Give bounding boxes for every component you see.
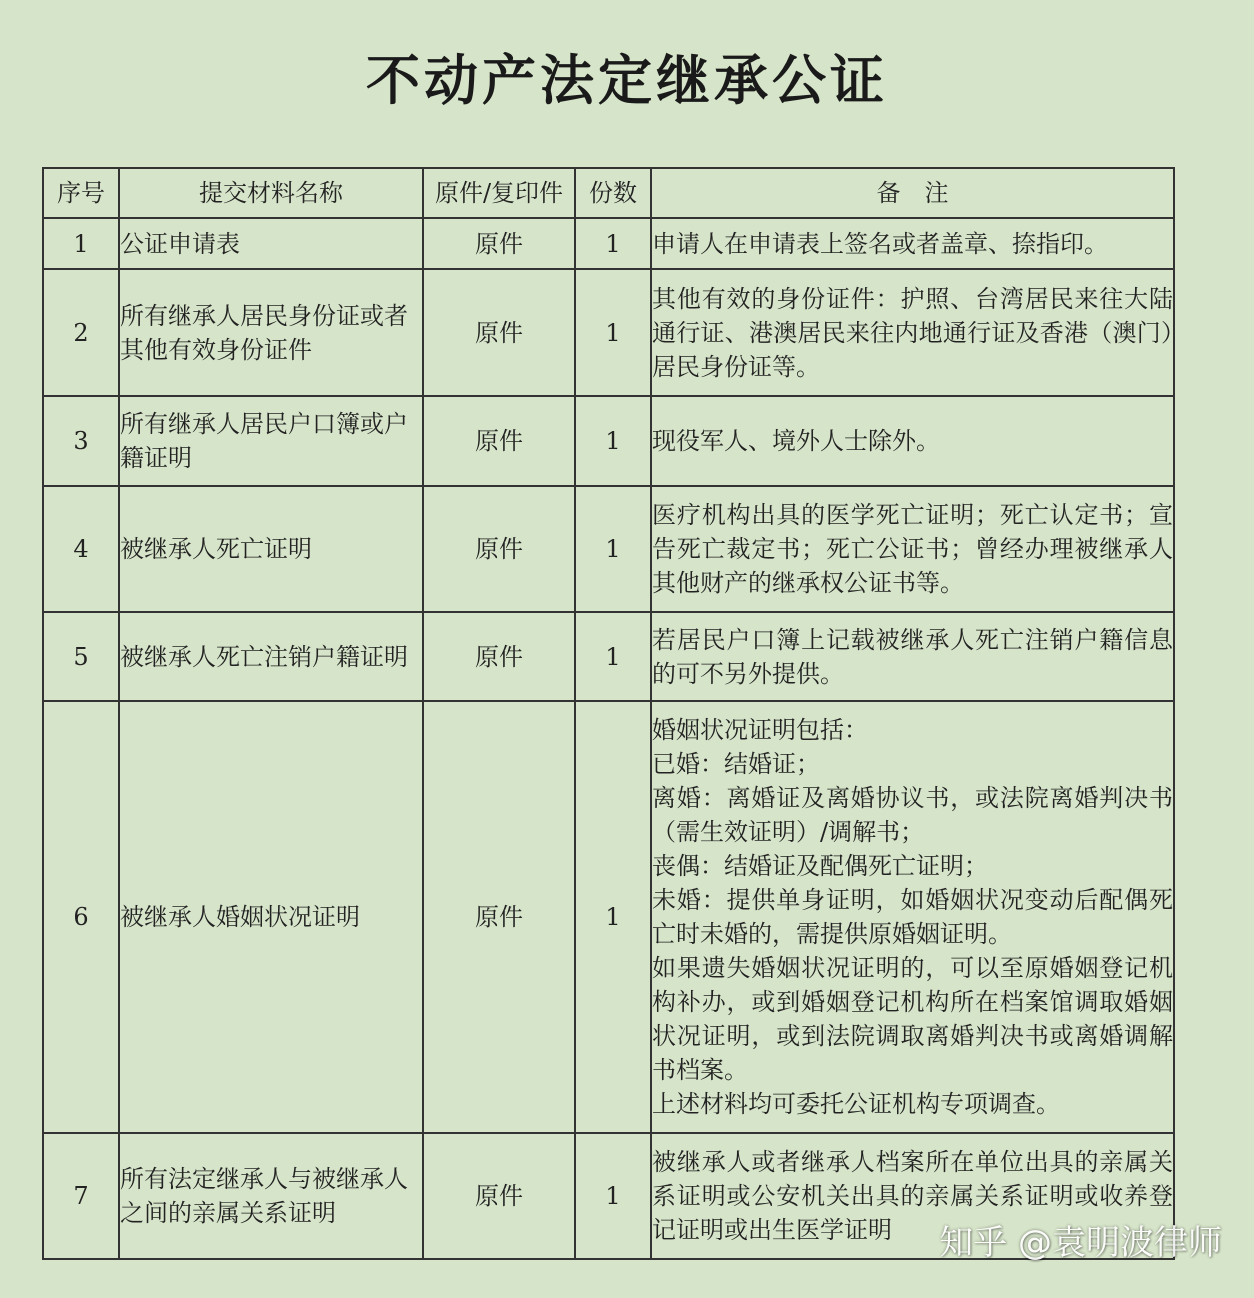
row-number: 6: [43, 701, 119, 1133]
material-name: 所有继承人居民户口簿或户籍证明: [119, 396, 423, 486]
remark-line: 离婚：离婚证及离婚协议书，或法院离婚判决书（需生效证明）/调解书；: [652, 784, 1173, 846]
row-number: 5: [43, 612, 119, 701]
row-number: 2: [43, 269, 119, 396]
material-name: 公证申请表: [119, 218, 423, 269]
row-number: 1: [43, 218, 119, 269]
remark-line: 现役军人、境外人士除外。: [652, 427, 940, 455]
row-number: 7: [43, 1133, 119, 1259]
remarks: [651, 396, 1174, 486]
table-row: [43, 396, 1174, 486]
original-or-copy: 原件: [423, 218, 575, 269]
original-or-copy: 原件: [423, 269, 575, 396]
remark-line: 医疗机构出具的医学死亡证明；死亡认定书；宣告死亡裁定书；死亡公证书；曾经办理被继承人其他财产的继承权公证书等。: [652, 501, 1173, 597]
watermark: 知乎 @袁明波律师: [939, 1223, 1222, 1263]
copy-count: 1: [575, 612, 651, 701]
material-name: 所有法定继承人与被继承人之间的亲属关系证明: [119, 1133, 423, 1259]
copy-count: 1: [575, 396, 651, 486]
table-row: [43, 218, 1174, 269]
original-or-copy: 原件: [423, 612, 575, 701]
material-name: 被继承人婚姻状况证明: [119, 701, 423, 1133]
remark-line: 未婚：提供单身证明，如婚姻状况变动后配偶死亡时未婚的，需提供原婚姻证明。: [652, 886, 1173, 948]
header-note: 备 注: [651, 168, 1174, 218]
remarks: [651, 218, 1174, 269]
original-or-copy: 原件: [423, 701, 575, 1133]
remark-line: 若居民户口簿上记载被继承人死亡注销户籍信息的可不另外提供。: [652, 625, 1173, 688]
table-row: [43, 486, 1174, 612]
remarks: [651, 701, 1174, 1133]
page-title: 不动产法定继承公证: [366, 48, 888, 112]
original-or-copy: 原件: [423, 486, 575, 612]
row-number: 4: [43, 486, 119, 612]
remark-line: 其他有效的身份证件：护照、台湾居民来往大陆通行证、港澳居民来往内地通行证及香港（澳门）居民身份证等。: [652, 284, 1173, 381]
copy-count: 1: [575, 269, 651, 396]
row-number: 3: [43, 396, 119, 486]
original-or-copy: 原件: [423, 1133, 575, 1259]
remark-line: 申请人在申请表上签名或者盖章、捺指印。: [652, 229, 1108, 258]
header-no: 序号: [43, 168, 119, 218]
remarks: [651, 486, 1174, 612]
header-count: 份数: [575, 168, 651, 218]
remark-line: 被继承人或者继承人档案所在单位出具的亲属关系证明或公安机关出具的亲属关系证明或收养登记证明或出生医学证明: [652, 1148, 1173, 1244]
table-header-row: [43, 168, 1174, 218]
materials-table: [42, 167, 1175, 1260]
remark-line: 丧偶：结婚证及配偶死亡证明；: [652, 852, 988, 880]
material-name: 被继承人死亡证明: [119, 486, 423, 612]
remarks: [651, 612, 1174, 701]
table-body: [43, 218, 1174, 1259]
copy-count: 1: [575, 218, 651, 269]
remark-line: 如果遗失婚姻状况证明的，可以至原婚姻登记机构补办，或到婚姻登记机构所在档案馆调取婚姻状况证明，或到法院调取离婚判决书或离婚调解书档案。: [652, 954, 1173, 1084]
header-type: 原件/复印件: [423, 168, 575, 218]
remark-line: 婚姻状况证明包括：: [652, 716, 868, 744]
copy-count: 1: [575, 701, 651, 1133]
copy-count: 1: [575, 486, 651, 612]
original-or-copy: 原件: [423, 396, 575, 486]
header-name: 提交材料名称: [119, 168, 423, 218]
remark-line: 已婚：结婚证；: [652, 750, 820, 778]
material-name: 被继承人死亡注销户籍证明: [119, 612, 423, 701]
table-row: [43, 701, 1174, 1133]
copy-count: 1: [575, 1133, 651, 1259]
table-row: [43, 269, 1174, 396]
material-name: 所有继承人居民身份证或者其他有效身份证件: [119, 269, 423, 396]
remark-line: 上述材料均可委托公证机构专项调查。: [652, 1090, 1060, 1118]
table-row: [43, 612, 1174, 701]
remarks: [651, 269, 1174, 396]
